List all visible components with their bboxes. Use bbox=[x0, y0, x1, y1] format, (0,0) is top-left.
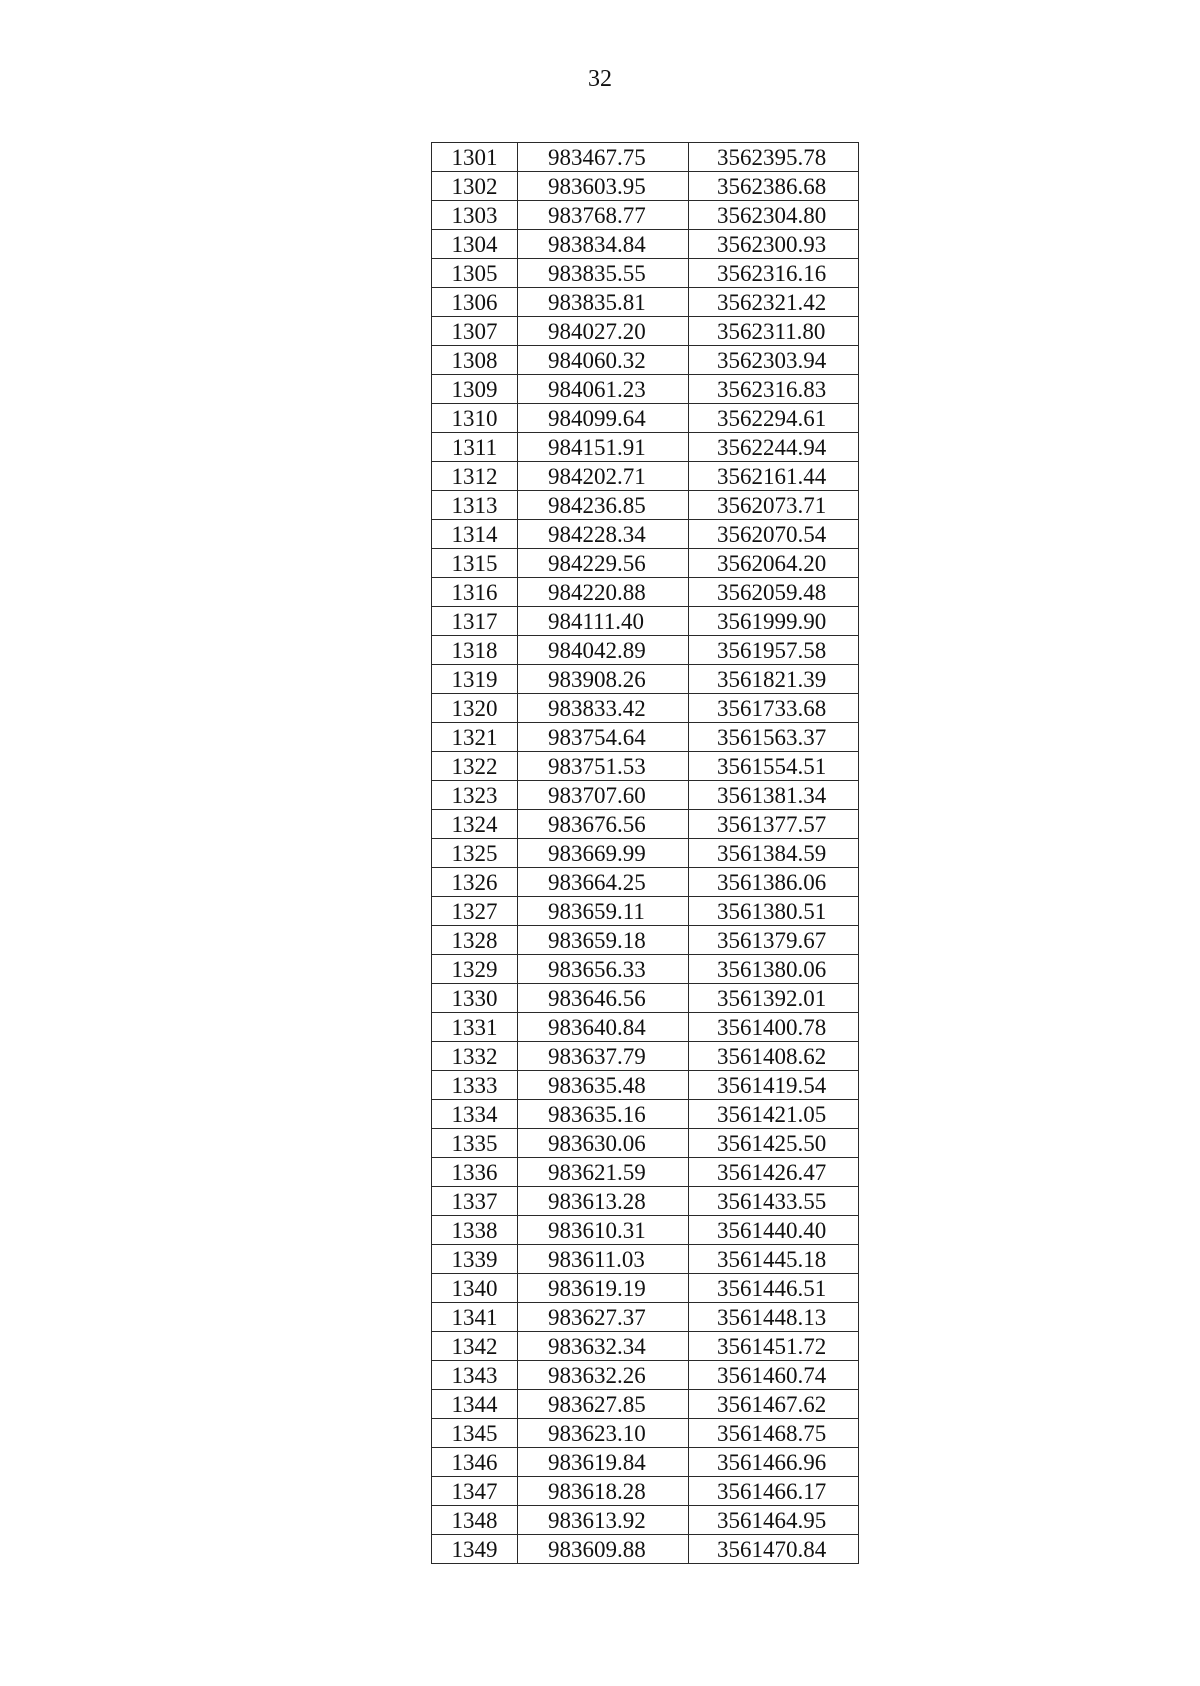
point-id-cell: 1338 bbox=[432, 1216, 518, 1245]
point-id-cell: 1330 bbox=[432, 984, 518, 1013]
x-coordinate-cell: 983613.28 bbox=[518, 1187, 689, 1216]
table-row bbox=[432, 1477, 859, 1506]
y-coordinate-cell: 3561451.72 bbox=[689, 1332, 859, 1361]
y-coordinate-cell: 3562070.54 bbox=[689, 520, 859, 549]
x-coordinate-cell: 984236.85 bbox=[518, 491, 689, 520]
table-row bbox=[432, 433, 859, 462]
x-coordinate-cell: 983609.88 bbox=[518, 1535, 689, 1564]
x-coordinate-cell: 983834.84 bbox=[518, 230, 689, 259]
point-id-cell: 1335 bbox=[432, 1129, 518, 1158]
table-row bbox=[432, 868, 859, 897]
x-coordinate-cell: 984061.23 bbox=[518, 375, 689, 404]
table-row bbox=[432, 230, 859, 259]
point-id-cell: 1349 bbox=[432, 1535, 518, 1564]
x-coordinate-cell: 983619.84 bbox=[518, 1448, 689, 1477]
table-row bbox=[432, 143, 859, 172]
y-coordinate-cell: 3562311.80 bbox=[689, 317, 859, 346]
y-coordinate-cell: 3561381.34 bbox=[689, 781, 859, 810]
y-coordinate-cell: 3562316.16 bbox=[689, 259, 859, 288]
x-coordinate-cell: 983835.81 bbox=[518, 288, 689, 317]
y-coordinate-cell: 3562244.94 bbox=[689, 433, 859, 462]
table-row bbox=[432, 317, 859, 346]
point-id-cell: 1317 bbox=[432, 607, 518, 636]
y-coordinate-cell: 3561467.62 bbox=[689, 1390, 859, 1419]
coordinates-table-body bbox=[432, 143, 859, 1564]
table-row bbox=[432, 810, 859, 839]
table-row bbox=[432, 897, 859, 926]
table-row bbox=[432, 520, 859, 549]
y-coordinate-cell: 3562064.20 bbox=[689, 549, 859, 578]
point-id-cell: 1322 bbox=[432, 752, 518, 781]
table-row bbox=[432, 1071, 859, 1100]
x-coordinate-cell: 984229.56 bbox=[518, 549, 689, 578]
x-coordinate-cell: 983613.92 bbox=[518, 1506, 689, 1535]
point-id-cell: 1347 bbox=[432, 1477, 518, 1506]
coordinates-table bbox=[431, 142, 859, 1564]
table-row bbox=[432, 1506, 859, 1535]
x-coordinate-cell: 983621.59 bbox=[518, 1158, 689, 1187]
x-coordinate-cell: 983751.53 bbox=[518, 752, 689, 781]
table-row bbox=[432, 752, 859, 781]
y-coordinate-cell: 3561419.54 bbox=[689, 1071, 859, 1100]
point-id-cell: 1326 bbox=[432, 868, 518, 897]
y-coordinate-cell: 3561380.06 bbox=[689, 955, 859, 984]
y-coordinate-cell: 3561425.50 bbox=[689, 1129, 859, 1158]
y-coordinate-cell: 3561440.40 bbox=[689, 1216, 859, 1245]
table-row bbox=[432, 665, 859, 694]
y-coordinate-cell: 3561466.17 bbox=[689, 1477, 859, 1506]
x-coordinate-cell: 983610.31 bbox=[518, 1216, 689, 1245]
y-coordinate-cell: 3562303.94 bbox=[689, 346, 859, 375]
table-row bbox=[432, 578, 859, 607]
y-coordinate-cell: 3561464.95 bbox=[689, 1506, 859, 1535]
point-id-cell: 1324 bbox=[432, 810, 518, 839]
y-coordinate-cell: 3561446.51 bbox=[689, 1274, 859, 1303]
point-id-cell: 1329 bbox=[432, 955, 518, 984]
point-id-cell: 1320 bbox=[432, 694, 518, 723]
table-row bbox=[432, 926, 859, 955]
x-coordinate-cell: 983659.18 bbox=[518, 926, 689, 955]
table-row bbox=[432, 375, 859, 404]
x-coordinate-cell: 984228.34 bbox=[518, 520, 689, 549]
y-coordinate-cell: 3561445.18 bbox=[689, 1245, 859, 1274]
table-row bbox=[432, 404, 859, 433]
y-coordinate-cell: 3562300.93 bbox=[689, 230, 859, 259]
y-coordinate-cell: 3561957.58 bbox=[689, 636, 859, 665]
x-coordinate-cell: 983768.77 bbox=[518, 201, 689, 230]
x-coordinate-cell: 983623.10 bbox=[518, 1419, 689, 1448]
table-row bbox=[432, 1187, 859, 1216]
y-coordinate-cell: 3561392.01 bbox=[689, 984, 859, 1013]
x-coordinate-cell: 983635.48 bbox=[518, 1071, 689, 1100]
x-coordinate-cell: 983640.84 bbox=[518, 1013, 689, 1042]
y-coordinate-cell: 3562395.78 bbox=[689, 143, 859, 172]
table-row bbox=[432, 1042, 859, 1071]
table-row bbox=[432, 491, 859, 520]
point-id-cell: 1343 bbox=[432, 1361, 518, 1390]
x-coordinate-cell: 984111.40 bbox=[518, 607, 689, 636]
point-id-cell: 1336 bbox=[432, 1158, 518, 1187]
table-row bbox=[432, 694, 859, 723]
x-coordinate-cell: 983603.95 bbox=[518, 172, 689, 201]
point-id-cell: 1345 bbox=[432, 1419, 518, 1448]
table-row bbox=[432, 288, 859, 317]
y-coordinate-cell: 3562059.48 bbox=[689, 578, 859, 607]
table-row bbox=[432, 1535, 859, 1564]
y-coordinate-cell: 3561733.68 bbox=[689, 694, 859, 723]
table-row bbox=[432, 1013, 859, 1042]
x-coordinate-cell: 983627.85 bbox=[518, 1390, 689, 1419]
point-id-cell: 1304 bbox=[432, 230, 518, 259]
y-coordinate-cell: 3561386.06 bbox=[689, 868, 859, 897]
y-coordinate-cell: 3561377.57 bbox=[689, 810, 859, 839]
y-coordinate-cell: 3561384.59 bbox=[689, 839, 859, 868]
x-coordinate-cell: 983646.56 bbox=[518, 984, 689, 1013]
point-id-cell: 1319 bbox=[432, 665, 518, 694]
point-id-cell: 1305 bbox=[432, 259, 518, 288]
x-coordinate-cell: 983659.11 bbox=[518, 897, 689, 926]
table-row bbox=[432, 1129, 859, 1158]
table-row bbox=[432, 462, 859, 491]
x-coordinate-cell: 983632.26 bbox=[518, 1361, 689, 1390]
y-coordinate-cell: 3561379.67 bbox=[689, 926, 859, 955]
point-id-cell: 1310 bbox=[432, 404, 518, 433]
point-id-cell: 1332 bbox=[432, 1042, 518, 1071]
page-number: 32 bbox=[588, 66, 612, 92]
y-coordinate-cell: 3561421.05 bbox=[689, 1100, 859, 1129]
x-coordinate-cell: 983676.56 bbox=[518, 810, 689, 839]
point-id-cell: 1342 bbox=[432, 1332, 518, 1361]
y-coordinate-cell: 3562316.83 bbox=[689, 375, 859, 404]
y-coordinate-cell: 3562294.61 bbox=[689, 404, 859, 433]
x-coordinate-cell: 983619.19 bbox=[518, 1274, 689, 1303]
x-coordinate-cell: 983664.25 bbox=[518, 868, 689, 897]
y-coordinate-cell: 3562321.42 bbox=[689, 288, 859, 317]
x-coordinate-cell: 984202.71 bbox=[518, 462, 689, 491]
point-id-cell: 1340 bbox=[432, 1274, 518, 1303]
x-coordinate-cell: 983656.33 bbox=[518, 955, 689, 984]
table-row bbox=[432, 1100, 859, 1129]
point-id-cell: 1311 bbox=[432, 433, 518, 462]
point-id-cell: 1334 bbox=[432, 1100, 518, 1129]
point-id-cell: 1328 bbox=[432, 926, 518, 955]
y-coordinate-cell: 3562386.68 bbox=[689, 172, 859, 201]
table-row bbox=[432, 172, 859, 201]
point-id-cell: 1302 bbox=[432, 172, 518, 201]
point-id-cell: 1301 bbox=[432, 143, 518, 172]
table-row bbox=[432, 1390, 859, 1419]
point-id-cell: 1312 bbox=[432, 462, 518, 491]
y-coordinate-cell: 3561999.90 bbox=[689, 607, 859, 636]
point-id-cell: 1315 bbox=[432, 549, 518, 578]
point-id-cell: 1337 bbox=[432, 1187, 518, 1216]
point-id-cell: 1313 bbox=[432, 491, 518, 520]
x-coordinate-cell: 984099.64 bbox=[518, 404, 689, 433]
x-coordinate-cell: 984060.32 bbox=[518, 346, 689, 375]
table-row bbox=[432, 636, 859, 665]
x-coordinate-cell: 983707.60 bbox=[518, 781, 689, 810]
point-id-cell: 1333 bbox=[432, 1071, 518, 1100]
point-id-cell: 1344 bbox=[432, 1390, 518, 1419]
table-row bbox=[432, 1448, 859, 1477]
table-row bbox=[432, 549, 859, 578]
point-id-cell: 1318 bbox=[432, 636, 518, 665]
table-row bbox=[432, 1361, 859, 1390]
x-coordinate-cell: 984027.20 bbox=[518, 317, 689, 346]
y-coordinate-cell: 3561554.51 bbox=[689, 752, 859, 781]
table-row bbox=[432, 723, 859, 752]
x-coordinate-cell: 983632.34 bbox=[518, 1332, 689, 1361]
table-row bbox=[432, 1274, 859, 1303]
point-id-cell: 1314 bbox=[432, 520, 518, 549]
y-coordinate-cell: 3561470.84 bbox=[689, 1535, 859, 1564]
point-id-cell: 1331 bbox=[432, 1013, 518, 1042]
table-row bbox=[432, 984, 859, 1013]
point-id-cell: 1323 bbox=[432, 781, 518, 810]
point-id-cell: 1341 bbox=[432, 1303, 518, 1332]
y-coordinate-cell: 3561433.55 bbox=[689, 1187, 859, 1216]
y-coordinate-cell: 3561563.37 bbox=[689, 723, 859, 752]
table-row bbox=[432, 1419, 859, 1448]
x-coordinate-cell: 984151.91 bbox=[518, 433, 689, 462]
x-coordinate-cell: 983908.26 bbox=[518, 665, 689, 694]
point-id-cell: 1325 bbox=[432, 839, 518, 868]
table-row bbox=[432, 346, 859, 375]
point-id-cell: 1309 bbox=[432, 375, 518, 404]
point-id-cell: 1339 bbox=[432, 1245, 518, 1274]
point-id-cell: 1303 bbox=[432, 201, 518, 230]
y-coordinate-cell: 3561466.96 bbox=[689, 1448, 859, 1477]
x-coordinate-cell: 983754.64 bbox=[518, 723, 689, 752]
x-coordinate-cell: 983637.79 bbox=[518, 1042, 689, 1071]
y-coordinate-cell: 3561400.78 bbox=[689, 1013, 859, 1042]
point-id-cell: 1348 bbox=[432, 1506, 518, 1535]
y-coordinate-cell: 3562073.71 bbox=[689, 491, 859, 520]
table-row bbox=[432, 839, 859, 868]
table-row bbox=[432, 1332, 859, 1361]
point-id-cell: 1327 bbox=[432, 897, 518, 926]
y-coordinate-cell: 3561380.51 bbox=[689, 897, 859, 926]
y-coordinate-cell: 3561468.75 bbox=[689, 1419, 859, 1448]
point-id-cell: 1306 bbox=[432, 288, 518, 317]
table-row bbox=[432, 259, 859, 288]
table-row bbox=[432, 1303, 859, 1332]
x-coordinate-cell: 983835.55 bbox=[518, 259, 689, 288]
x-coordinate-cell: 983630.06 bbox=[518, 1129, 689, 1158]
point-id-cell: 1346 bbox=[432, 1448, 518, 1477]
x-coordinate-cell: 984042.89 bbox=[518, 636, 689, 665]
y-coordinate-cell: 3561821.39 bbox=[689, 665, 859, 694]
y-coordinate-cell: 3561426.47 bbox=[689, 1158, 859, 1187]
x-coordinate-cell: 983669.99 bbox=[518, 839, 689, 868]
table-row bbox=[432, 607, 859, 636]
y-coordinate-cell: 3562304.80 bbox=[689, 201, 859, 230]
x-coordinate-cell: 983635.16 bbox=[518, 1100, 689, 1129]
y-coordinate-cell: 3561460.74 bbox=[689, 1361, 859, 1390]
table-row bbox=[432, 781, 859, 810]
x-coordinate-cell: 983467.75 bbox=[518, 143, 689, 172]
x-coordinate-cell: 983627.37 bbox=[518, 1303, 689, 1332]
table-row bbox=[432, 955, 859, 984]
point-id-cell: 1316 bbox=[432, 578, 518, 607]
table-row bbox=[432, 1158, 859, 1187]
point-id-cell: 1321 bbox=[432, 723, 518, 752]
table-row bbox=[432, 1216, 859, 1245]
y-coordinate-cell: 3562161.44 bbox=[689, 462, 859, 491]
point-id-cell: 1308 bbox=[432, 346, 518, 375]
point-id-cell: 1307 bbox=[432, 317, 518, 346]
table-row bbox=[432, 201, 859, 230]
x-coordinate-cell: 984220.88 bbox=[518, 578, 689, 607]
x-coordinate-cell: 983618.28 bbox=[518, 1477, 689, 1506]
x-coordinate-cell: 983611.03 bbox=[518, 1245, 689, 1274]
y-coordinate-cell: 3561448.13 bbox=[689, 1303, 859, 1332]
table-row bbox=[432, 1245, 859, 1274]
y-coordinate-cell: 3561408.62 bbox=[689, 1042, 859, 1071]
x-coordinate-cell: 983833.42 bbox=[518, 694, 689, 723]
